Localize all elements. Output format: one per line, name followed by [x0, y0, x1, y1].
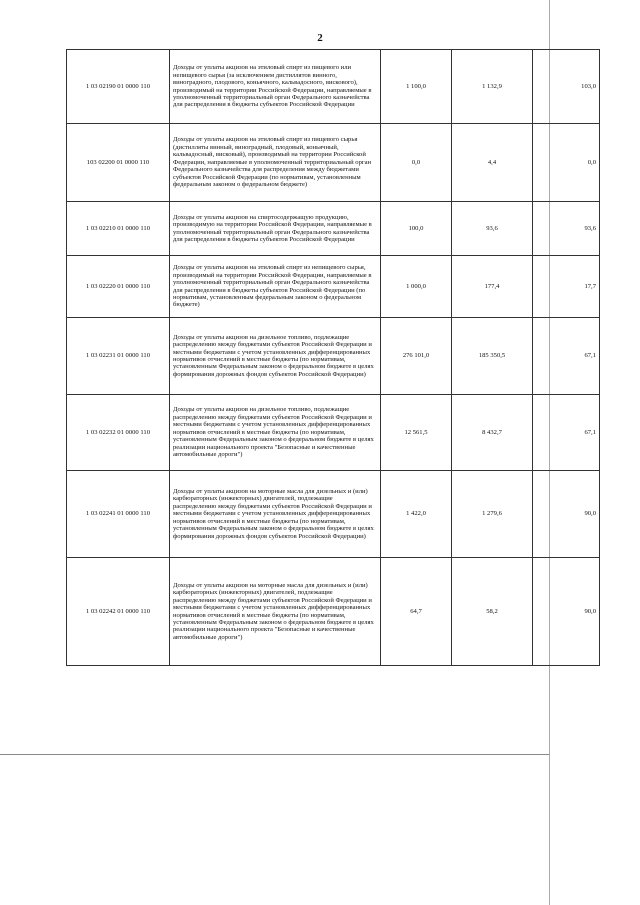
actual-amount: 1 132,9 — [452, 50, 533, 124]
actual-amount: 185 350,5 — [452, 318, 533, 395]
execution-percent: 17,7 — [533, 256, 600, 318]
revenue-description: Доходы от уплаты акцизов на этиловый спирт из непищевого сырья, производимый на территории Российской Федерации, направляемые в уполномоченный территориальный орган Федерального казначейства для распределения в бюджеты субъектов Российской Федерации (по нормативам, установленным федеральным законом о федеральном бюджете) — [170, 256, 381, 318]
revenue-description: Доходы от уплаты акцизов на дизельное топливо, подлежащие распределению между бюджетами субъектов Российской Федерации и местными бюджетами с учетом установленных дифференцированных нормативов отчислений в местные бюджеты (по нормативам, установленным Федеральным законом о федеральном бюджете в целях реализации национального проекта "Безопасные и качественные автомобильные дороги") — [170, 395, 381, 471]
budget-code: 1 03 02232 01 0000 110 — [67, 395, 170, 471]
budget-code: 1 03 02242 01 0000 110 — [67, 558, 170, 666]
revenue-description: Доходы от уплаты акцизов на дизельное топливо, подлежащие распределению между бюджетами субъектов Российской Федерации и местными бюджетами с учетом установленных дифференцированных нормативов отчислений в местные бюджеты (по нормативам, установленным Федеральным законом о федеральном бюджете в целях формирования дорожных фондов субъектов Российской Федерации) — [170, 318, 381, 395]
budget-code: 1 03 02241 01 0000 110 — [67, 471, 170, 558]
plan-amount: 0,0 — [381, 124, 452, 202]
plan-amount: 1 000,0 — [381, 256, 452, 318]
table-row — [67, 471, 600, 558]
table-row — [67, 558, 600, 666]
execution-percent: 93,6 — [533, 202, 600, 256]
plan-amount: 1 100,0 — [381, 50, 452, 124]
plan-amount: 100,0 — [381, 202, 452, 256]
budget-code: 1 03 02190 01 0000 110 — [67, 50, 170, 124]
revenue-table — [66, 49, 600, 666]
table-row — [67, 256, 600, 318]
actual-amount: 177,4 — [452, 256, 533, 318]
plan-amount: 12 561,5 — [381, 395, 452, 471]
revenue-description: Доходы от уплаты акцизов на моторные масла для дизельных и (или) карбюраторных (инжекторных) двигателей, подлежащие распределению между бюджетами субъектов Российской Федерации и местными бюджетами с учетом установленных дифференцированных нормативов отчислений в местные бюджеты (по нормативам, установленным Федеральным законом о федеральном бюджете в целях реализации национального проекта "Безопасные и качественные автомобильные дороги") — [170, 558, 381, 666]
revenue-description: Доходы от уплаты акцизов на этиловый спирт из пищевого сырья (дистилляты винный, виноградный, плодовый, коньячный, кальвадосный, висковый), производимый на территории Российской Федерации, направляемые в уполномоченный территориальный орган Федерального казначейства для распределения между бюджетами субъектов Российской Федерации (по нормативам, установленным федеральным законом о федеральном бюджете) — [170, 124, 381, 202]
plan-amount: 276 101,0 — [381, 318, 452, 395]
actual-amount: 93,6 — [452, 202, 533, 256]
plan-amount: 1 422,0 — [381, 471, 452, 558]
plan-amount: 64,7 — [381, 558, 452, 666]
table-row — [67, 202, 600, 256]
execution-percent: 90,0 — [533, 558, 600, 666]
scan-horizontal-line — [0, 754, 549, 755]
execution-percent: 67,1 — [533, 395, 600, 471]
budget-code: 1 03 02220 01 0000 110 — [67, 256, 170, 318]
execution-percent: 90,0 — [533, 471, 600, 558]
revenue-description: Доходы от уплаты акцизов на этиловый спирт из пищевого или непищевого сырья (за исключением дистиллятов винного, виноградного, плодового, коньячного, кальвадосного, вискового), производимый на территории Российской Федерации, направляемые в уполномоченный территориальный орган Федерального казначейства для распределения в бюджеты субъектов Российской Федерации — [170, 50, 381, 124]
execution-percent: 67,1 — [533, 318, 600, 395]
budget-code: 1 03 02231 01 0000 110 — [67, 318, 170, 395]
revenue-description: Доходы от уплаты акцизов на моторные масла для дизельных и (или) карбюраторных (инжекторных) двигателей, подлежащие распределению между бюджетами субъектов Российской Федерации и местными бюджетами с учетом установленных дифференцированных нормативов отчислений в местные бюджеты (по нормативам, установленным Федеральным законом о федеральном бюджете в целях формирования дорожных фондов субъектов Российской Федерации) — [170, 471, 381, 558]
page-number: 2 — [317, 32, 323, 44]
budget-code: 103 02200 01 0000 110 — [67, 124, 170, 202]
table-row — [67, 395, 600, 471]
table-row — [67, 318, 600, 395]
actual-amount: 1 279,6 — [452, 471, 533, 558]
revenue-description: Доходы от уплаты акцизов на спиртосодержащую продукцию, производимую на территории Российской Федерации, направляемые в уполномоченный территориальный орган Федерального казначейства для распределения в бюджеты субъектов Российской Федерации — [170, 202, 381, 256]
budget-code: 1 03 02210 01 0000 110 — [67, 202, 170, 256]
actual-amount: 8 432,7 — [452, 395, 533, 471]
execution-percent: 103,0 — [533, 50, 600, 124]
execution-percent: 0,0 — [533, 124, 600, 202]
actual-amount: 4,4 — [452, 124, 533, 202]
actual-amount: 58,2 — [452, 558, 533, 666]
table-row — [67, 50, 600, 124]
table-row — [67, 124, 600, 202]
